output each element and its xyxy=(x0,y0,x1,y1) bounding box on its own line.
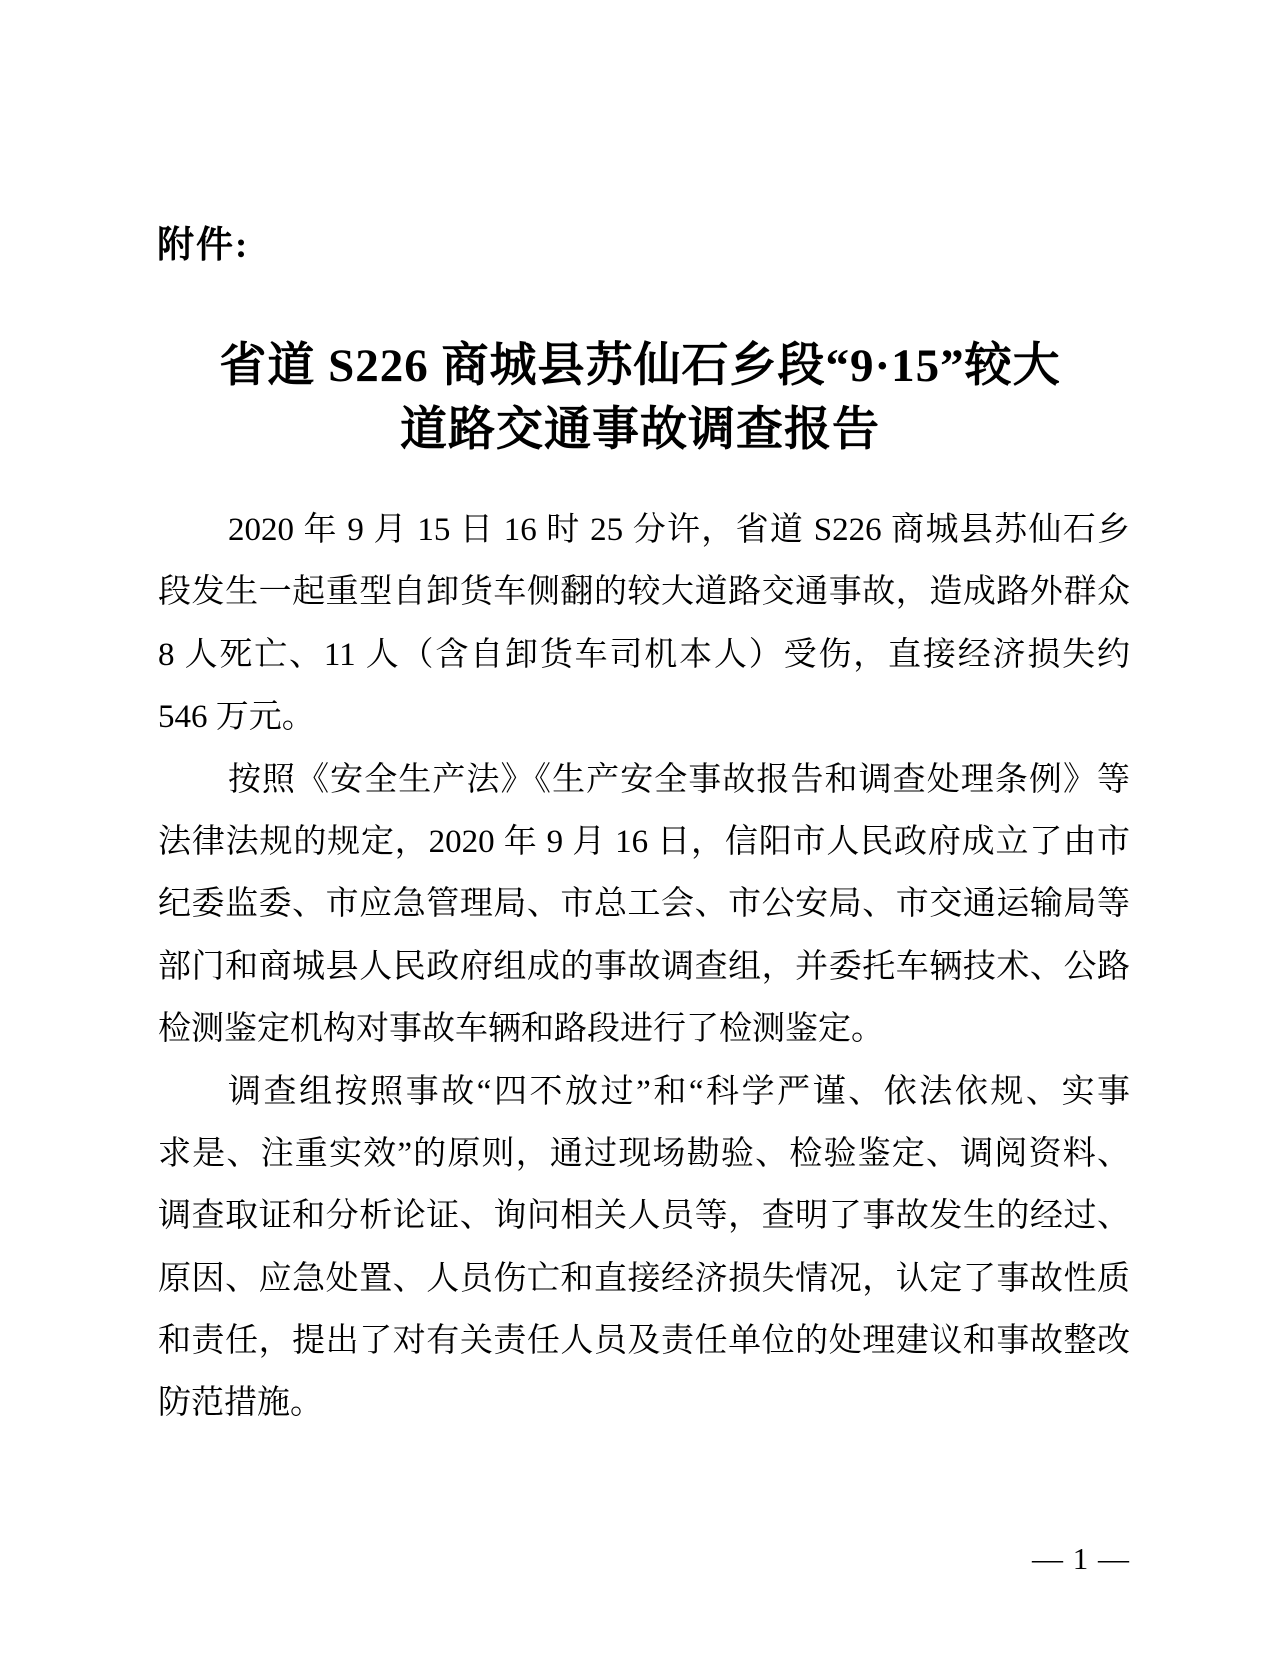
text-line: 纪委监委、市应急管理局、市总工会、市公安局、市交通运输局等 xyxy=(158,886,1130,923)
text-line: 8 人死亡、11 人（含自卸货车司机本人）受伤，直接经济损失约 xyxy=(158,636,1130,673)
paragraph-3 xyxy=(158,1061,1130,1435)
title-line-2: 道路交通事故调查报告 xyxy=(400,404,880,456)
text-line: 部门和商城县人民政府组成的事故调查组，并委托车辆技术、公路 xyxy=(158,948,1130,985)
document-title xyxy=(150,334,1130,462)
page-number: — 1 — xyxy=(1032,1541,1130,1576)
text-line: 法律法规的规定，2020 年 9 月 16 日，信阳市人民政府成立了由市 xyxy=(158,823,1130,860)
attachment-label: 附件: xyxy=(157,225,250,266)
document-body xyxy=(158,499,1130,1435)
text-line: 防范措施。 xyxy=(158,1385,323,1422)
text-line: 检测鉴定机构对事故车辆和路段进行了检测鉴定。 xyxy=(158,1011,884,1048)
title-line-1: 省道 S226 商城县苏仙石乡段“9·15”较大 xyxy=(219,340,1061,392)
text-line: 2020 年 9 月 15 日 16 时 25 分许，省道 S226 商城县苏仙石乡 xyxy=(228,512,1130,548)
text-line: 按照《安全生产法》《生产安全事故报告和调查处理条例》等 xyxy=(228,761,1130,798)
paragraph-2 xyxy=(158,749,1130,1061)
text-line: 段发生一起重型自卸货车侧翻的较大道路交通事故，造成路外群众 xyxy=(158,574,1130,611)
text-line: 调查取证和分析论证、询问相关人员等，查明了事故发生的经过、 xyxy=(158,1198,1130,1235)
text-line: 546 万元。 xyxy=(158,699,315,736)
text-line: 原因、应急处置、人员伤亡和直接经济损失情况，认定了事故性质 xyxy=(158,1260,1130,1297)
text-line: 和责任，提出了对有关责任人员及责任单位的处理建议和事故整改 xyxy=(158,1323,1130,1360)
paragraph-1 xyxy=(158,499,1130,749)
text-line: 求是、注重实效”的原则，通过现场勘验、检验鉴定、调阅资料、 xyxy=(158,1135,1130,1172)
text-line: 调查组按照事故“四不放过”和“科学严谨、依法依规、实事 xyxy=(228,1073,1130,1110)
